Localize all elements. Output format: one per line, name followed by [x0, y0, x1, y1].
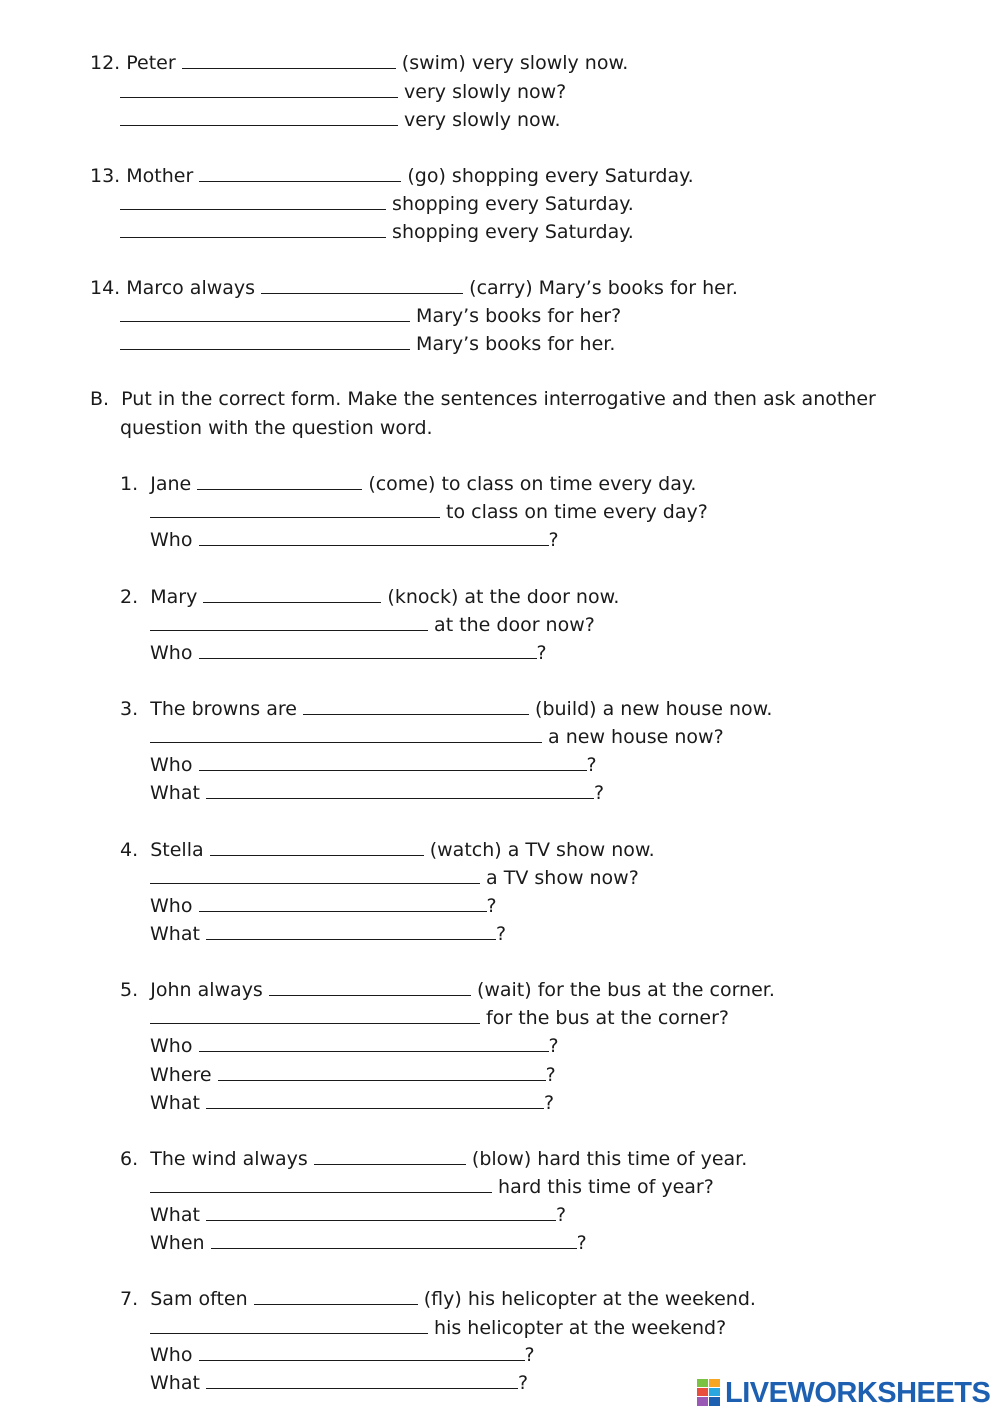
answer-blank[interactable]: [150, 499, 440, 518]
b6-what: What ?: [150, 1204, 567, 1226]
answer-blank[interactable]: [261, 275, 463, 294]
b7-who: Who ?: [150, 1344, 535, 1366]
b3-line1: 3. The browns are (build) a new house now.: [120, 698, 773, 720]
answer-blank[interactable]: [199, 527, 549, 546]
answer-blank[interactable]: [197, 471, 362, 490]
answer-blank[interactable]: [120, 191, 386, 210]
answer-blank[interactable]: [314, 1146, 466, 1165]
answer-blank[interactable]: [206, 1202, 556, 1221]
q13-line3: shopping every Saturday.: [120, 219, 634, 244]
b7-line2: his helicopter at the weekend?: [150, 1315, 726, 1340]
answer-blank[interactable]: [150, 1174, 492, 1193]
answer-blank[interactable]: [199, 163, 401, 182]
b4-line2: a TV show now?: [150, 865, 639, 890]
b2-line1: 2. Mary (knock) at the door now.: [120, 586, 620, 608]
q12-line3: very slowly now.: [120, 107, 560, 132]
answer-blank[interactable]: [199, 752, 587, 771]
q12-line2: very slowly now?: [120, 79, 566, 104]
answer-blank[interactable]: [203, 584, 381, 603]
b2-who: Who ?: [150, 642, 547, 664]
b3-line2: a new house now?: [150, 724, 724, 749]
b5-where: Where ?: [150, 1064, 556, 1086]
b1-who: Who ?: [150, 529, 559, 551]
answer-blank[interactable]: [120, 219, 386, 238]
section-b-instruction: B. Put in the correct form. Make the sentences interrogative and then ask another: [90, 388, 876, 410]
b7-what: What ?: [150, 1372, 529, 1394]
answer-blank[interactable]: [199, 640, 537, 659]
liveworksheets-logo: [697, 1376, 990, 1410]
answer-blank[interactable]: [269, 977, 471, 996]
answer-blank[interactable]: [303, 696, 529, 715]
b5-who: Who ?: [150, 1035, 559, 1057]
answer-blank[interactable]: [120, 107, 398, 126]
b5-line1: 5. John always (wait) for the bus at the corner.: [120, 979, 775, 1001]
b7-line1: 7. Sam often (fly) his helicopter at the weekend.: [120, 1288, 756, 1310]
answer-blank[interactable]: [150, 724, 542, 743]
answer-blank[interactable]: [218, 1062, 546, 1081]
b1-line2: to class on time every day?: [150, 499, 708, 524]
b2-line2: at the door now?: [150, 612, 595, 637]
answer-blank[interactable]: [150, 1315, 428, 1334]
b1-line1: 1. Jane (come) to class on time every day.: [120, 473, 697, 495]
b6-line1: 6. The wind always (blow) hard this time of year.: [120, 1148, 748, 1170]
q14-line3: Mary’s books for her.: [120, 331, 615, 356]
liveworksheets-icon: [697, 1379, 721, 1407]
brand-name: LIVEWORKSHEETS: [725, 1376, 991, 1409]
answer-blank[interactable]: [206, 921, 496, 940]
answer-blank[interactable]: [120, 79, 398, 98]
q13-line1: 13. Mother (go) shopping every Saturday.: [90, 165, 694, 187]
answer-blank[interactable]: [199, 1033, 549, 1052]
answer-blank[interactable]: [206, 1090, 544, 1109]
answer-blank[interactable]: [211, 1230, 577, 1249]
b5-line2: for the bus at the corner?: [150, 1005, 729, 1030]
q13-line2: shopping every Saturday.: [120, 191, 634, 216]
q14-line2: Mary’s books for her?: [120, 303, 621, 328]
answer-blank[interactable]: [199, 1342, 525, 1361]
section-b-instruction-cont: question with the question word.: [120, 417, 433, 439]
b4-what: What ?: [150, 923, 507, 945]
b4-line1: 4. Stella (watch) a TV show now.: [120, 839, 655, 861]
answer-blank[interactable]: [150, 1005, 480, 1024]
answer-blank[interactable]: [199, 893, 487, 912]
b6-line2: hard this time of year?: [150, 1174, 714, 1199]
answer-blank[interactable]: [150, 612, 428, 631]
q12-line1: 12. Peter (swim) very slowly now.: [90, 52, 629, 74]
answer-blank[interactable]: [120, 303, 410, 322]
answer-blank[interactable]: [206, 1370, 518, 1389]
answer-blank[interactable]: [182, 50, 396, 69]
answer-blank[interactable]: [210, 837, 424, 856]
b5-what: What ?: [150, 1092, 555, 1114]
b3-what: What ?: [150, 782, 605, 804]
answer-blank[interactable]: [254, 1286, 418, 1305]
b6-when: When ?: [150, 1232, 587, 1254]
q14-line1: 14. Marco always (carry) Mary’s books for her.: [90, 277, 738, 299]
answer-blank[interactable]: [150, 865, 480, 884]
b3-who: Who ?: [150, 754, 597, 776]
b4-who: Who ?: [150, 895, 497, 917]
answer-blank[interactable]: [206, 780, 594, 799]
answer-blank[interactable]: [120, 331, 410, 350]
